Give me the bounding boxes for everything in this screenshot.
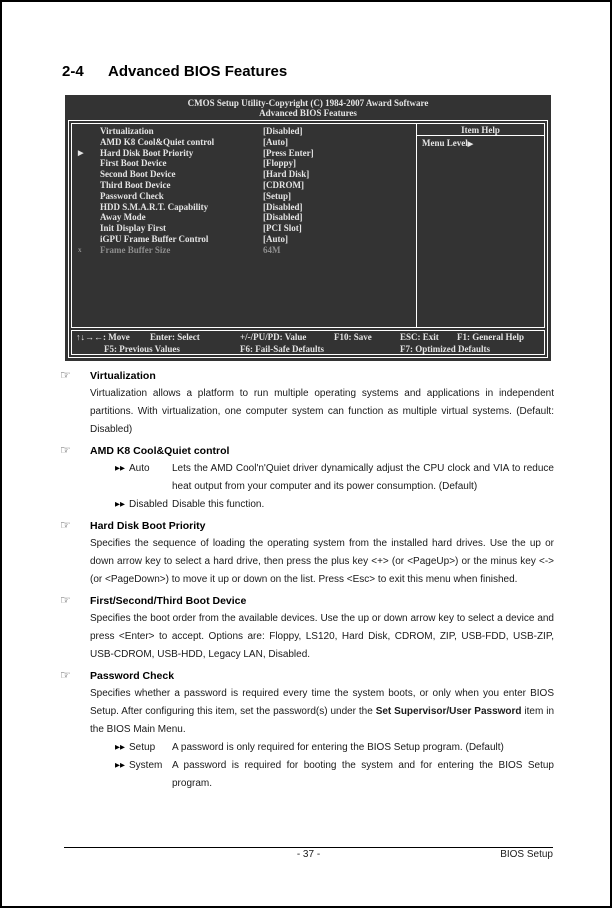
bios-item-list: [72, 124, 417, 327]
bios-menu-title: Advanced BIOS Features: [259, 108, 357, 118]
bios-item-label: Third Boot Device: [100, 179, 171, 190]
option-row: [115, 460, 554, 496]
bios-item-label: Away Mode: [100, 212, 146, 223]
double-arrow-icon: ▶▶: [115, 744, 125, 751]
page-number: - 37 -: [296, 849, 321, 860]
option-description: Disable this function.: [172, 499, 265, 510]
section-title: Advanced BIOS Features: [108, 63, 288, 80]
bios-item-row[interactable]: [72, 202, 416, 213]
bios-item-label: Password Check: [100, 190, 164, 201]
pointer-hand-icon: ☞: [60, 668, 71, 682]
bios-item-value: [PCI Slot]: [263, 223, 302, 234]
section-amd-k8-cool-quiet: [60, 441, 554, 514]
double-arrow-icon: ▶▶: [115, 501, 125, 508]
bios-item-label: First Boot Device: [100, 158, 167, 169]
section-boot-device: [60, 591, 554, 664]
selected-arrow-icon: ▶: [78, 148, 84, 157]
bios-key-legend: [71, 330, 545, 355]
key-hint-exit: ESC: Exit: [400, 332, 439, 342]
key-hint-previous-values: F5: Previous Values: [104, 344, 180, 354]
double-arrow-icon: ▶▶: [115, 762, 125, 769]
pointer-hand-icon: ☞: [60, 443, 71, 457]
section-title: Virtualization: [90, 370, 156, 382]
item-help-header: Item Help: [417, 124, 544, 136]
double-arrow-icon: ▶▶: [115, 465, 125, 472]
bios-item-label: iGPU Frame Buffer Control: [100, 233, 209, 244]
bios-item-row[interactable]: [72, 126, 416, 137]
bios-item-label: HDD S.M.A.R.T. Capability: [100, 201, 209, 212]
section-body: Specifies whether a password is required every time the system boots, or only when you enter BIOS Setup. After configuring this item, set the password(s) under the Set Supervisor/User Password item in the BIOS Main Menu.: [90, 688, 554, 735]
option-term: Disabled: [129, 499, 168, 510]
bios-item-value: [Press Enter]: [263, 147, 314, 158]
bios-item-label: Init Display First: [100, 223, 167, 234]
bios-setup-screen: [65, 95, 551, 361]
bios-item-value: [Setup]: [263, 190, 292, 201]
pointer-hand-icon: ☞: [60, 593, 71, 607]
bios-item-row[interactable]: [72, 137, 416, 148]
footer-chapter-label: BIOS Setup: [500, 849, 553, 860]
bios-item-row[interactable]: [72, 212, 416, 223]
section-password-check: [60, 666, 554, 793]
footer-rule: [64, 847, 553, 848]
bios-item-label: Frame Buffer Size: [100, 244, 171, 255]
option-term: Setup: [129, 742, 156, 753]
bios-item-label: Second Boot Device: [100, 169, 176, 180]
pointer-hand-icon: ☞: [60, 368, 71, 382]
bios-item-row[interactable]: [72, 234, 416, 245]
key-hint-general-help: F1: General Help: [457, 332, 524, 342]
key-hint-save: F10: Save: [334, 332, 372, 342]
disabled-marker: x: [78, 245, 82, 254]
bios-frame: [68, 120, 548, 358]
bios-item-value: [Auto]: [263, 136, 288, 147]
bios-item-value: [Disabled]: [263, 201, 303, 212]
section-hard-disk-boot-priority: [60, 516, 554, 589]
option-description: A password is required for booting the system and for entering the BIOS Setup program.: [172, 760, 554, 789]
option-row: [115, 739, 554, 757]
section-body: Specifies the boot order from the available devices. Use the up or down arrow key to select a device and press <Enter> to accept. Options are: Floppy, LS120, Hard Disk, CDROM, ZIP, USB-FDD, USB-ZIP, USB-CDROM, USB-HDD, Legacy LAN, Disabled.: [90, 613, 554, 660]
bios-item-row[interactable]: [72, 169, 416, 180]
menu-level-arrow-icon: ▶: [467, 140, 474, 148]
option-term: Auto: [129, 463, 150, 474]
section-number: 2-4: [62, 63, 84, 80]
bios-screen-title: [65, 95, 551, 118]
bios-item-row[interactable]: [72, 191, 416, 202]
bios-item-row[interactable]: [72, 223, 416, 234]
option-description: Lets the AMD Cool'n'Quiet driver dynamically adjust the CPU clock and VIA to reduce heat output from your computer and its power consumption. (Default): [172, 463, 554, 492]
bios-item-value: [Auto]: [263, 233, 288, 244]
bios-copyright-line: CMOS Setup Utility-Copyright (C) 1984-2007 Award Software: [187, 98, 429, 108]
option-row: [115, 496, 554, 514]
bios-item-value: 64M: [263, 244, 281, 255]
item-help-panel: [417, 124, 544, 327]
bios-body: [71, 123, 545, 328]
bios-item-label: Virtualization: [100, 126, 154, 136]
bios-item-value: [CDROM]: [263, 179, 304, 190]
bold-reference: Set Supervisor/User Password: [375, 706, 522, 717]
section-title: Hard Disk Boot Priority: [90, 520, 206, 532]
bios-item-row[interactable]: [72, 180, 416, 191]
bios-item-row[interactable]: [72, 158, 416, 169]
section-virtualization: [60, 366, 554, 439]
key-hint-move: ↑↓→←: Move: [76, 332, 130, 342]
option-term: System: [129, 760, 163, 771]
section-title: Password Check: [90, 670, 175, 682]
key-hint-value: +/-/PU/PD: Value: [240, 332, 307, 342]
section-body: Specifies the sequence of loading the operating system from the installed hard drives. Use the up or down arrow key to select a hard drive, then press the plus key <+> (or <PageUp>) or the minus key <-> (or <PageDown>) to move it up or down on the list. Press <Esc> to exit this menu when finished.: [90, 538, 554, 585]
description-sections: [60, 364, 554, 793]
page-title: [62, 63, 287, 80]
menu-level-label: Menu Level: [422, 138, 468, 148]
section-title: AMD K8 Cool&Quiet control: [90, 445, 230, 457]
bios-item-value: [Disabled]: [263, 212, 303, 223]
pointer-hand-icon: ☞: [60, 518, 71, 532]
bios-item-label: Hard Disk Boot Priority: [100, 147, 194, 158]
bios-item-label: AMD K8 Cool&Quiet control: [100, 136, 215, 147]
section-title: First/Second/Third Boot Device: [90, 595, 247, 607]
option-row: [115, 757, 554, 793]
bios-item-row-disabled: [72, 245, 416, 256]
bios-item-value: [Floppy]: [263, 158, 297, 169]
bios-item-value: [Disabled]: [263, 126, 303, 136]
bios-item-value: [Hard Disk]: [263, 169, 310, 180]
menu-level: [417, 136, 544, 148]
bios-item-row[interactable]: [72, 148, 416, 159]
key-hint-select: Enter: Select: [150, 332, 200, 342]
section-body: Virtualization allows a platform to run multiple operating systems and applications in independent partitions. With virtualization, one computer system can function as multiple virtual systems. (Default: Disabled): [90, 388, 554, 435]
option-description: A password is only required for entering the BIOS Setup program. (Default): [172, 742, 504, 753]
key-hint-optimized-defaults: F7: Optimized Defaults: [400, 344, 490, 354]
key-hint-failsafe-defaults: F6: Fail-Safe Defaults: [240, 344, 324, 354]
